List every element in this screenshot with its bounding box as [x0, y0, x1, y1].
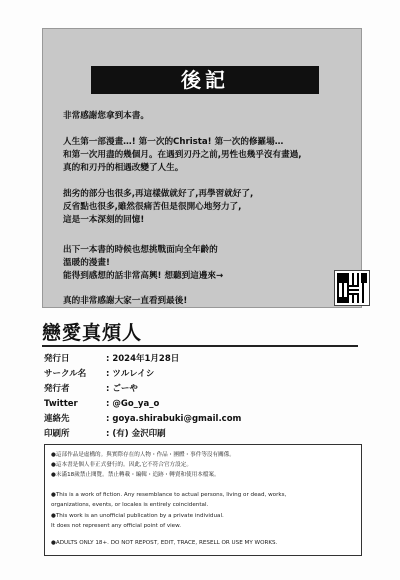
afterword-line: 和第一次用盡的幾個月。在遇到刃丹之前,男性也幾乎沒有畫過, — [63, 150, 302, 160]
afterword-line: 這是一本深刻的回憶! — [63, 215, 145, 225]
colophon-label: 印刷所 — [44, 429, 70, 439]
colophon-value: : ごーや — [106, 384, 138, 394]
colophon-row-contact — [44, 412, 344, 427]
colophon-row-publisher — [44, 382, 344, 397]
afterword-title: 後記 — [91, 66, 319, 94]
disclaimer-line: ●ADULTS ONLY 18+. DO NOT REPOST, EDIT, TRACE, RESELL OR USE MY WORKS. — [51, 540, 278, 546]
afterword-line: 非常感謝您拿到本書。 — [63, 111, 149, 121]
afterword-line: 能得到感想的話非常高興! 想聽到這邊來→ — [63, 271, 224, 281]
afterword-line: 拙劣的部分也很多,再這樣做就好了,再學習就好了, — [63, 189, 254, 199]
afterword-paragraph-4 — [63, 244, 353, 283]
afterword-line: 真的非常感謝大家一直看到最後! — [63, 296, 188, 306]
afterword-paragraph-5 — [63, 295, 353, 308]
afterword-panel — [42, 28, 362, 308]
title-divider — [42, 345, 358, 347]
afterword-paragraph-1 — [63, 110, 353, 123]
twitter-handle: : @Go_ya_o — [106, 399, 160, 409]
qr-code-pattern — [349, 285, 359, 295]
book-title: 戀愛真煩人 — [42, 322, 143, 344]
afterword-line: 反省點也很多,雖然很痛苦但是很開心地努力了, — [63, 202, 242, 212]
afterword-paragraph-2 — [63, 136, 353, 175]
colophon-info — [44, 352, 344, 442]
afterword-line: 溫暖的漫畫! — [63, 258, 110, 268]
disclaimer-box — [44, 444, 362, 556]
afterword-line: 出下一本書的時候也想挑戰面向全年齡的 — [63, 245, 218, 255]
afterword-line: 真的和刃丹的相遇改變了人生。 — [63, 163, 184, 173]
disclaimer-line: organizations, events, or locales is entirely coincidental. — [51, 502, 209, 508]
contact-email: : goya.shirabuki@gmail.com — [106, 414, 242, 424]
colophon-label: Twitter — [44, 399, 78, 409]
disclaimer-line: ●This work is an unofficial publication by a private individual. — [51, 513, 224, 519]
colophon-value: : 2024年1月28日 — [106, 354, 180, 364]
qr-code-icon[interactable] — [335, 271, 369, 305]
colophon-row-printer — [44, 427, 344, 442]
colophon-value: : (有) 金沢印刷 — [106, 429, 166, 439]
colophon-row-publish-date — [44, 352, 344, 367]
disclaimer-line: It does not represent any official point of view. — [51, 523, 181, 529]
colophon-label: 連絡先 — [44, 414, 70, 424]
disclaimer-line: ●這本書是個人非正式發行的。因此,它不符合官方設定。 — [51, 462, 192, 468]
disclaimer-line: ●這部作品是虛構的。與實際存在的人物・作品・團體・事件等沒有關係。 — [51, 452, 235, 458]
colophon-row-circle-name — [44, 367, 344, 382]
afterword-line: 人生第一部漫畫…! 第一次的Christa! 第一次的修羅場… — [63, 137, 284, 147]
afterword-paragraph-3 — [63, 188, 353, 227]
colophon-value: : ツルレイシ — [106, 369, 155, 379]
disclaimer-line: ●This is a work of fiction. Any resemblance to actual persons, living or dead, works, — [51, 492, 287, 498]
colophon-label: 発行者 — [44, 384, 70, 394]
colophon-row-twitter — [44, 397, 344, 412]
colophon-label: サークル名 — [44, 369, 87, 379]
disclaimer-line: ●未滿18歲禁止閱覽。禁止轉載・編輯・追跡・轉賣和使用本檔案。 — [51, 472, 220, 478]
colophon-label: 発行日 — [44, 354, 70, 364]
